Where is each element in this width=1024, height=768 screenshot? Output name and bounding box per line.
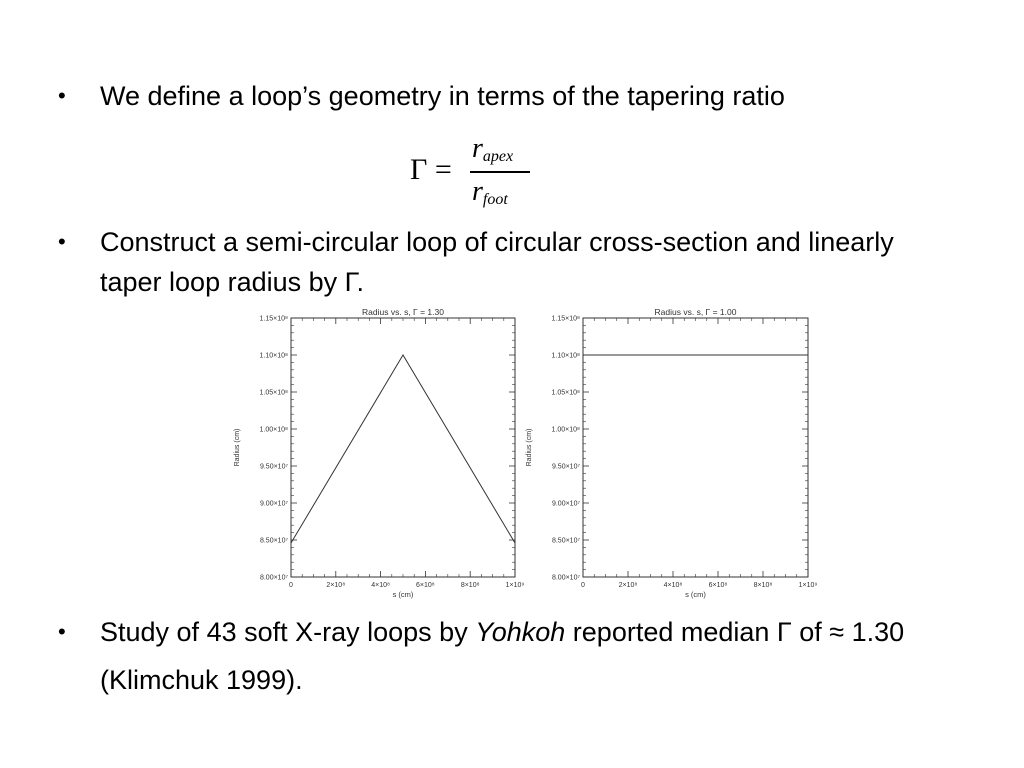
x-tick-label: 2×10⁸ bbox=[618, 582, 638, 589]
y-tick-label: 1.00×10⁸ bbox=[551, 426, 580, 434]
y-tick-label: 9.50×10⁷ bbox=[259, 463, 288, 471]
x-tick-label: 6×10⁸ bbox=[416, 582, 435, 589]
y-tick-label: 1.10×10⁸ bbox=[551, 352, 580, 360]
bullet-text: Construct a semi-circular loop of circular cross-section and linearly taper loop radius by Γ. bbox=[100, 227, 894, 297]
chart-2 bbox=[526, 307, 817, 599]
y-tick-label: 9.00×10⁷ bbox=[551, 500, 580, 508]
radius-series-line bbox=[291, 355, 515, 543]
y-tick-label: 1.10×10⁸ bbox=[259, 352, 288, 360]
y-tick-label: 1.05×10⁸ bbox=[551, 389, 580, 397]
formula-numerator-subscript: apex bbox=[482, 148, 514, 165]
y-tick-label: 9.00×10⁷ bbox=[259, 500, 288, 508]
plot-frame bbox=[291, 318, 515, 577]
chart-title: Radius vs. s, Γ = 1.30 bbox=[362, 307, 444, 317]
y-tick-label: 8.50×10⁷ bbox=[551, 537, 580, 545]
chart-title: Radius vs. s, Γ = 1.00 bbox=[654, 307, 737, 317]
y-tick-label: 9.50×10⁷ bbox=[551, 463, 580, 471]
formula-numerator: $r_{apex}$ bbox=[472, 133, 514, 165]
x-tick-label: 8×10⁸ bbox=[753, 582, 773, 589]
bullet-dot: • bbox=[58, 229, 66, 254]
x-tick-label: 4×10⁸ bbox=[663, 582, 683, 589]
bullet-text bbox=[100, 608, 930, 704]
formula-denominator-subscript: foot bbox=[482, 191, 508, 208]
y-tick-label: 8.00×10⁷ bbox=[551, 574, 580, 582]
bullet-dot: • bbox=[58, 619, 66, 644]
y-axis-label: Radius (cm) bbox=[526, 428, 533, 467]
x-tick-label: 6×10⁸ bbox=[708, 582, 728, 589]
x-tick-label: 0 bbox=[289, 582, 293, 589]
x-tick-label: 0 bbox=[581, 582, 585, 589]
study-text-post: reported median Γ of ≈ 1.30 (Klimchuk 1999). bbox=[100, 617, 905, 695]
x-axis-label: s (cm) bbox=[685, 590, 706, 599]
x-axis-label: s (cm) bbox=[392, 590, 414, 599]
study-text-pre: Study of 43 soft X-ray loops by bbox=[100, 617, 476, 647]
fraction-bar bbox=[470, 171, 530, 173]
formula-lhs: Γ = bbox=[410, 153, 452, 186]
y-tick-label: 1.05×10⁸ bbox=[259, 389, 288, 397]
y-tick-label: 1.15×10⁸ bbox=[259, 315, 288, 323]
y-tick-label: 1.15×10⁸ bbox=[551, 315, 580, 323]
x-tick-label: 1×10⁹ bbox=[798, 582, 818, 589]
formula-denominator: $r_{foot}$ bbox=[472, 176, 508, 208]
bullet-dot: • bbox=[58, 83, 66, 108]
x-tick-label: 1×10⁹ bbox=[505, 582, 525, 589]
y-tick-label: 8.50×10⁷ bbox=[259, 537, 288, 545]
bullet-text: We define a loop’s geometry in terms of the tapering ratio bbox=[100, 81, 785, 111]
y-axis-label: Radius (cm) bbox=[234, 428, 241, 467]
plot-frame bbox=[583, 318, 808, 577]
x-tick-label: 2×10⁸ bbox=[326, 582, 346, 589]
y-tick-label: 8.00×10⁷ bbox=[259, 574, 288, 582]
x-tick-label: 4×10⁸ bbox=[371, 582, 390, 589]
chart-1 bbox=[234, 307, 524, 599]
yohkoh-italic: Yohkoh bbox=[475, 617, 566, 647]
x-tick-label: 8×10⁸ bbox=[460, 582, 480, 589]
y-tick-label: 1.00×10⁸ bbox=[259, 426, 288, 434]
